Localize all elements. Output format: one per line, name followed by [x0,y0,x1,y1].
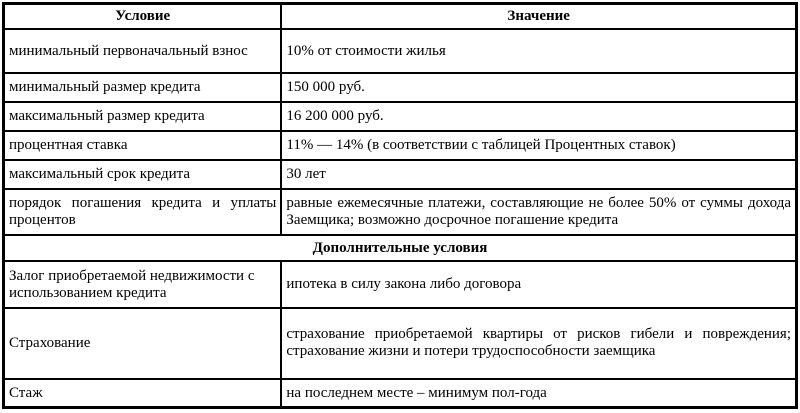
value-cell: равные ежемесячные платежи, составляющие не более 50% от суммы дохода Заемщика; возможно досрочное погашение кредита [281,189,796,235]
table-row [4,189,796,235]
condition-cell: минимальный размер кредита [4,73,281,102]
condition-cell: максимальный срок кредита [4,160,281,189]
value-cell: 150 000 руб. [281,73,796,102]
table-header-row [4,4,796,29]
table-row [4,308,796,380]
condition-cell: Стаж [4,379,281,407]
condition-cell: порядок погашения кредита и уплаты процентов [4,189,281,235]
table-row [4,102,796,131]
table-row [4,73,796,102]
table-row [4,131,796,160]
condition-cell: максимальный размер кредита [4,102,281,131]
value-cell: 16 200 000 руб. [281,102,796,131]
header-condition: Условие [4,4,281,29]
table-row [4,379,796,407]
section-title: Дополнительные условия [4,235,796,262]
value-cell: на последнем месте – минимум пол-года [281,379,796,407]
section-header-row [4,235,796,262]
value-cell: страхование приобретаемой квартиры от рисков гибели и повреждения; страхование жизни и потери трудоспособности заемщика [281,308,796,380]
loan-conditions-table [2,2,798,409]
table-row [4,261,796,307]
value-cell: 11% — 14% (в соответствии с таблицей Процентных ставок) [281,131,796,160]
table-row [4,29,796,73]
table-row [4,160,796,189]
condition-cell: Страхование [4,308,281,380]
condition-cell: процентная ставка [4,131,281,160]
value-cell: ипотека в силу закона либо договора [281,261,796,307]
value-cell: 30 лет [281,160,796,189]
value-cell: 10% от стоимости жилья [281,29,796,73]
condition-cell: Залог приобретаемой недвижимости с использованием кредита [4,261,281,307]
condition-cell: минимальный первоначальный взнос [4,29,281,73]
header-value: Значение [281,4,796,29]
